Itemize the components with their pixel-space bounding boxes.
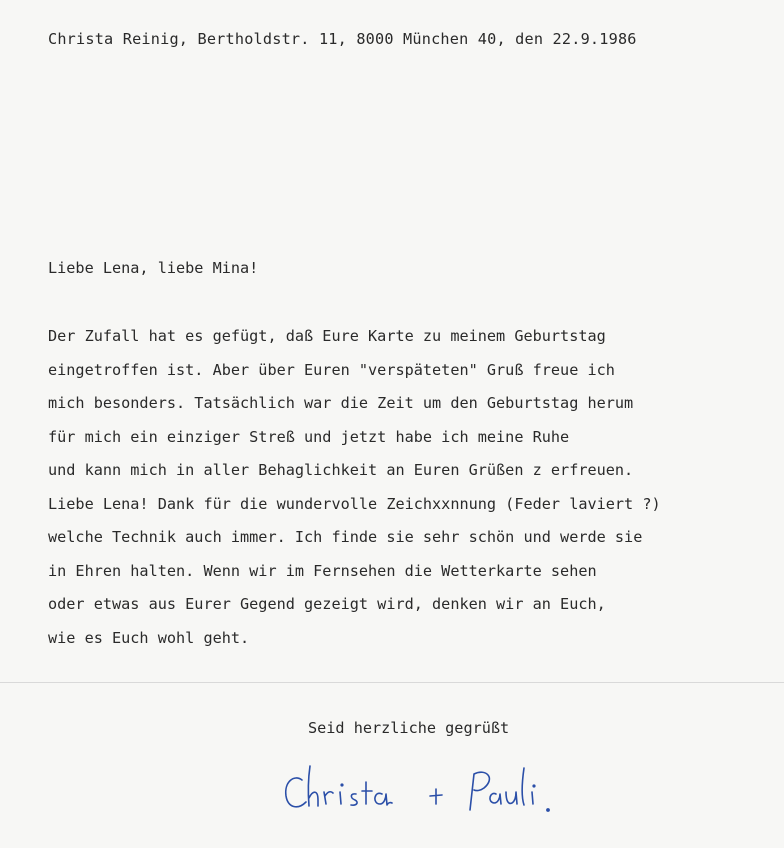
closing-line: Seid herzliche gegrüßt bbox=[308, 719, 510, 737]
body-line: wie es Euch wohl geht. bbox=[48, 628, 250, 647]
letter-header: Christa Reinig, Bertholdstr. 11, 8000 München 40, den 22.9.1986 bbox=[48, 30, 637, 48]
body-line: für mich ein einziger Streß und jetzt habe ich meine Ruhe bbox=[48, 427, 570, 446]
body-line: welche Technik auch immer. Ich finde sie sehr schön und werde sie bbox=[48, 528, 643, 546]
body-line: Der Zufall hat es gefügt, daß Eure Karte zu meinem Geburtstag bbox=[48, 327, 606, 345]
handwritten-signature bbox=[280, 758, 600, 828]
body-line: oder etwas aus Eurer Gegend gezeigt wird, denken wir an Euch, bbox=[48, 595, 606, 613]
body-line: eingetroffen ist. Aber über Euren "verspäteten" Gruß freue ich bbox=[48, 360, 615, 379]
body-line: in Ehren halten. Wenn wir im Fernsehen die Wetterkarte sehen bbox=[48, 561, 597, 580]
body-line: Liebe Lena! Dank für die wundervolle Zeichxxnnung (Feder laviert ?) bbox=[48, 494, 661, 513]
body-line: und kann mich in aller Behaglichkeit an Euren Grüßen z erfreuen. bbox=[48, 461, 634, 479]
paper-fold-line bbox=[0, 682, 784, 683]
body-line: mich besonders. Tatsächlich war die Zeit um den Geburtstag herum bbox=[48, 394, 634, 412]
letter-body bbox=[48, 325, 778, 660]
salutation: Liebe Lena, liebe Mina! bbox=[48, 259, 259, 277]
